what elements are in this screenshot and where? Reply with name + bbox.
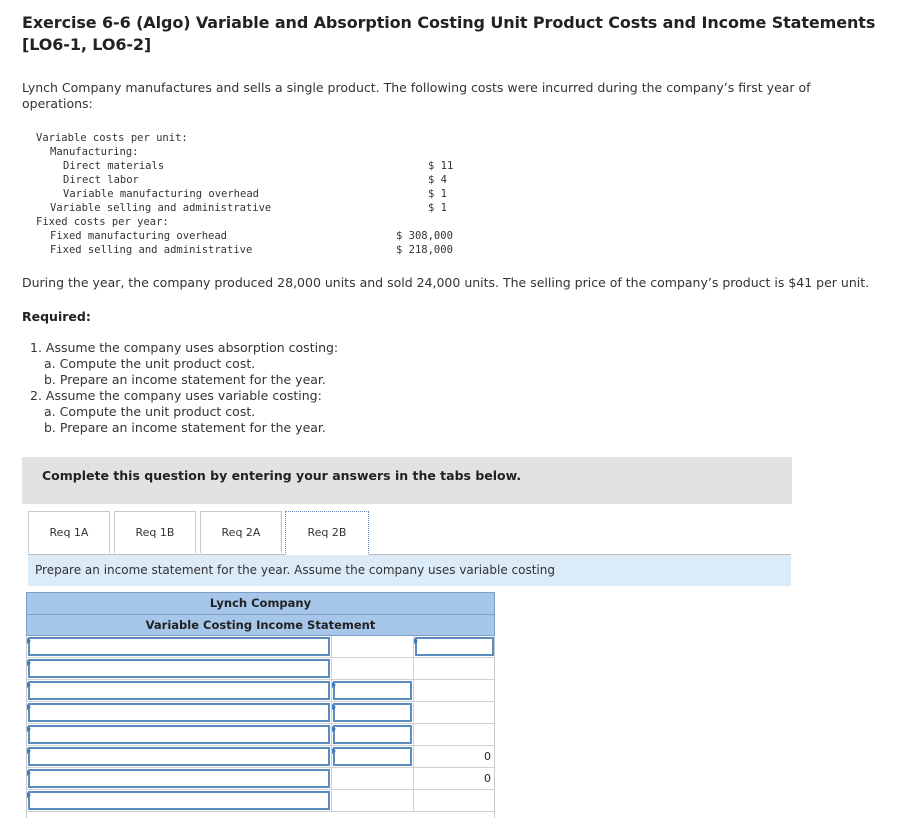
dropdown-marker-icon — [332, 748, 336, 754]
required-item: b. Prepare an income statement for the year. — [44, 420, 326, 435]
dropdown-marker-icon — [27, 682, 31, 688]
amount-cell — [331, 680, 413, 701]
statement-company: Lynch Company — [209, 596, 312, 610]
required-item: a. Compute the unit product cost. — [44, 356, 256, 371]
amount-cell — [331, 658, 413, 679]
total-cell — [413, 636, 495, 657]
statement-row — [27, 658, 494, 680]
variable-overhead-value: $ 1 — [428, 188, 447, 200]
variable-overhead-label: Variable manufacturing overhead — [63, 188, 259, 200]
line-item-cell — [27, 636, 331, 657]
dropdown-marker-icon — [332, 704, 336, 710]
amount-cell — [331, 746, 413, 767]
amount-input[interactable] — [333, 681, 412, 700]
intro-text: Lynch Company manufactures and sells a single product. The following costs were incurred during the company’s first year of operations: — [22, 80, 811, 111]
statement-row — [27, 746, 494, 768]
line-item-input[interactable] — [28, 747, 330, 766]
statement-row — [27, 680, 494, 702]
dropdown-marker-icon — [27, 660, 31, 666]
amount-cell — [331, 724, 413, 745]
dropdown-marker-icon — [27, 748, 31, 754]
fixed-overhead-label: Fixed manufacturing overhead — [50, 230, 228, 242]
direct-materials-value: $ 11 — [428, 160, 454, 172]
total-cell — [413, 658, 495, 679]
variable-selling-value: $ 1 — [428, 202, 447, 214]
statement-row — [27, 790, 494, 812]
income-statement — [26, 592, 495, 818]
amount-cell — [331, 768, 413, 789]
fixed-costs-header: Fixed costs per year: — [36, 216, 169, 228]
amount-cell — [331, 790, 413, 811]
tab-req-1a[interactable]: Req 1A — [28, 511, 110, 553]
dropdown-marker-icon — [27, 704, 31, 710]
direct-labor-label: Direct labor — [63, 174, 139, 186]
instructions-banner: Complete this question by entering your answers in the tabs below. — [22, 457, 792, 504]
amount-input[interactable] — [333, 725, 412, 744]
statement-header-divider — [27, 614, 494, 615]
statement-row — [27, 724, 494, 746]
direct-labor-value: $ 4 — [428, 174, 447, 186]
total-input[interactable] — [415, 637, 494, 656]
required-list — [30, 340, 338, 436]
amount-input[interactable] — [333, 703, 412, 722]
exercise-title: Exercise 6-6 (Algo) Variable and Absorption Costing Unit Product Costs and Income Statements [LO6-1, LO6-2] — [22, 13, 876, 54]
fixed-selling-value: $ 218,000 — [396, 244, 453, 256]
tab-instruction: Prepare an income statement for the year. Assume the company uses variable costing — [28, 555, 791, 586]
tab-req-1b[interactable]: Req 1B — [114, 511, 196, 553]
required-item: a. Compute the unit product cost. — [44, 404, 256, 419]
direct-materials-label: Direct materials — [63, 160, 165, 172]
fixed-selling-label: Fixed selling and administrative — [50, 244, 253, 256]
total-value: 0 — [484, 750, 491, 763]
line-item-input[interactable] — [28, 725, 330, 744]
required-heading: Required: — [22, 309, 91, 324]
total-cell — [413, 768, 495, 789]
total-value: 0 — [484, 772, 491, 785]
required-item: 1. Assume the company uses absorption costing: — [30, 340, 339, 355]
total-cell — [413, 702, 495, 723]
amount-input[interactable] — [333, 747, 412, 766]
line-item-input[interactable] — [28, 659, 330, 678]
line-item-cell — [27, 746, 331, 767]
variable-costs-header: Variable costs per unit: — [36, 132, 188, 144]
dropdown-marker-icon — [332, 682, 336, 688]
line-item-cell — [27, 658, 331, 679]
dropdown-marker-icon — [27, 792, 31, 798]
dropdown-marker-icon — [27, 638, 31, 644]
statement-row — [27, 636, 494, 658]
dropdown-marker-icon — [332, 726, 336, 732]
total-cell — [413, 746, 495, 767]
required-item: 2. Assume the company uses variable costing: — [30, 388, 322, 403]
line-item-input[interactable] — [28, 769, 330, 788]
line-item-input[interactable] — [28, 791, 330, 810]
tab-req-2b[interactable]: Req 2B — [285, 511, 369, 555]
line-item-input[interactable] — [28, 703, 330, 722]
total-cell — [413, 680, 495, 701]
line-item-cell — [27, 702, 331, 723]
line-item-cell — [27, 790, 331, 811]
line-item-input[interactable] — [28, 637, 330, 656]
variable-selling-label: Variable selling and administrative — [50, 202, 272, 214]
amount-cell — [331, 636, 413, 657]
total-cell — [413, 724, 495, 745]
cost-table — [36, 131, 476, 257]
manufacturing-header: Manufacturing: — [50, 146, 139, 158]
dropdown-marker-icon — [27, 726, 31, 732]
amount-cell — [331, 702, 413, 723]
dropdown-marker-icon — [414, 638, 418, 644]
required-item: b. Prepare an income statement for the year. — [44, 372, 326, 387]
total-cell — [413, 790, 495, 811]
statement-body — [26, 636, 495, 818]
line-item-cell — [27, 724, 331, 745]
line-item-cell — [27, 680, 331, 701]
statement-header — [26, 592, 495, 636]
line-item-cell — [27, 768, 331, 789]
statement-title: Variable Costing Income Statement — [145, 618, 376, 632]
statement-row — [27, 768, 494, 790]
dropdown-marker-icon — [27, 770, 31, 776]
line-item-input[interactable] — [28, 681, 330, 700]
tab-req-2a[interactable]: Req 2A — [200, 511, 282, 553]
production-text: During the year, the company produced 28,000 units and sold 24,000 units. The selling price of the company’s product is $41 per unit. — [22, 275, 870, 290]
tab-bar — [28, 511, 791, 555]
fixed-overhead-value: $ 308,000 — [396, 230, 453, 242]
statement-row — [27, 702, 494, 724]
